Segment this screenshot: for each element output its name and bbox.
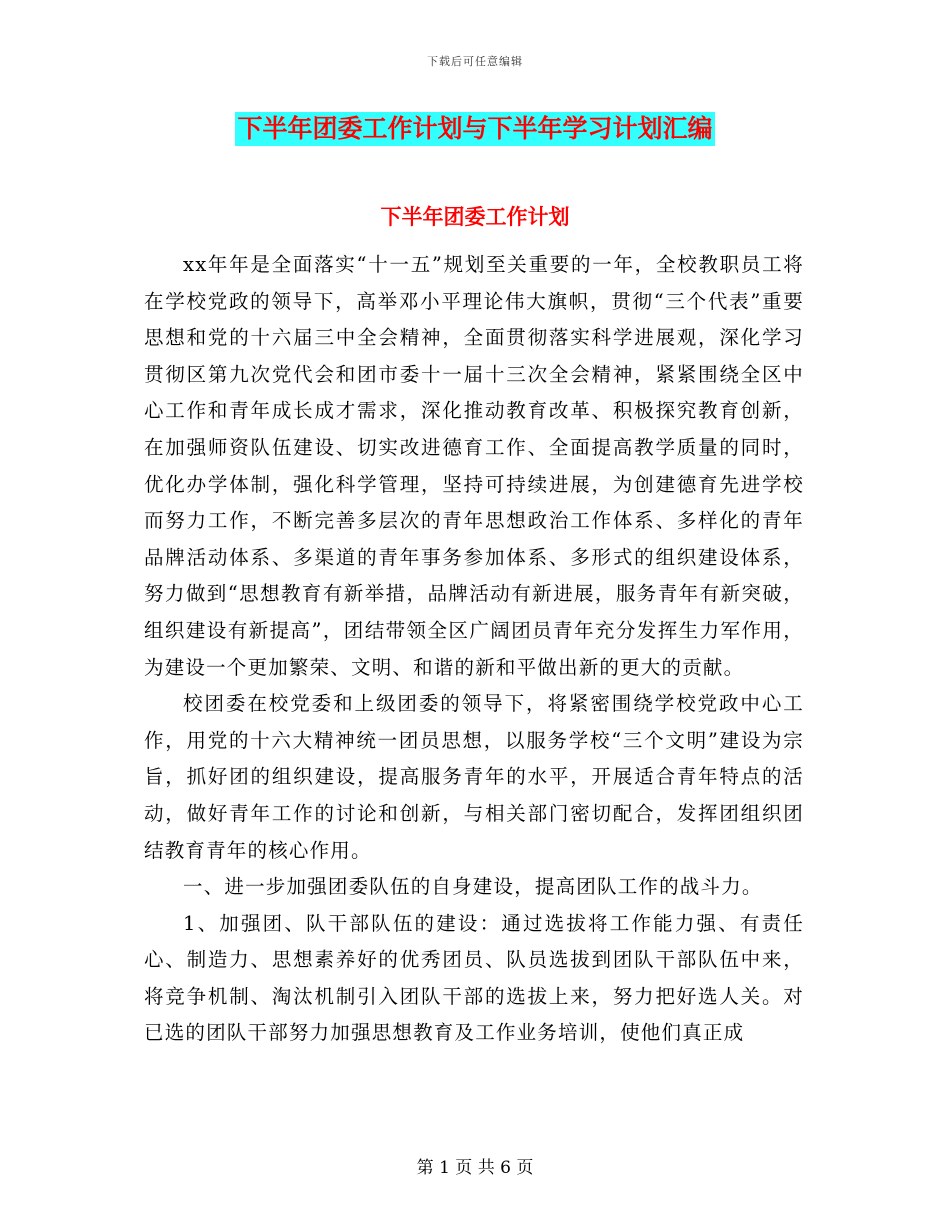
main-title: 下半年团委工作计划与下半年学习计划汇编 (235, 112, 714, 146)
header-note: 下载后可任意编辑 (427, 55, 523, 68)
section-title: 下半年团委工作计划 (380, 205, 570, 229)
page-footer: 第 1 页 共 6 页 (416, 1158, 534, 1178)
paragraph-4: 1、加强团、队干部队伍的建设：通过选拔将工作能力强、有责任心、制造力、思想素养好的优秀团员、队员选拔到团队干部队伍中来，将竞争机制、淘汰机制引入团队干部的选拔上来，努力把好选人关。对已选的团队干部努力加强思想教育及工作业务培训，使他们真正成 (144, 911, 804, 1045)
main-title-container (0, 112, 950, 146)
document-body (144, 247, 804, 1052)
paragraph-2: 校团委在校党委和上级团委的领导下，将紧密围绕学校党政中心工作，用党的十六大精神统一团员思想，以服务学校“三个文明”建设为宗旨，抓好团的组织建设，提高服务青年的水平，开展适合青年特点的活动，做好青年工作的讨论和创新，与相关部门密切配合，发挥团组织团结教育青年的核心作用。 (144, 692, 804, 862)
paragraph-3: 一、进一步加强团委队伍的自身建设，提高团队工作的战斗力。 (183, 875, 763, 899)
paragraph-1: xx年年是全面落实“十一五”规划至关重要的一年，全校教职员工将在学校党政的领导下，高举邓小平理论伟大旗帜，贯彻“三个代表”重要思想和党的十六届三中全会精神，全面贯彻落实科学进展观，深化学习贯彻区第九次党代会和团市委十一届十三次全会精神，紧紧围绕全区中心工作和青年成长成才需求，深化推动教育改革、积极探究教育创新，在加强师资队伍建设、切实改进德育工作、全面提高教学质量的同时，优化办学体制，强化科学管理，坚持可持续进展，为创建德育先进学校而努力工作，不断完善多层次的青年思想政治工作体系、多样化的青年品牌活动体系、多渠道的青年事务参加体系、多形式的组织建设体系，努力做到“思想教育有新举措，品牌活动有新进展，服务青年有新突破，组织建设有新提高”，团结带领全区广阔团员青年充分发挥生力军作用，为建设一个更加繁荣、文明、和谐的新和平做出新的更大的贡献。 (144, 253, 804, 679)
